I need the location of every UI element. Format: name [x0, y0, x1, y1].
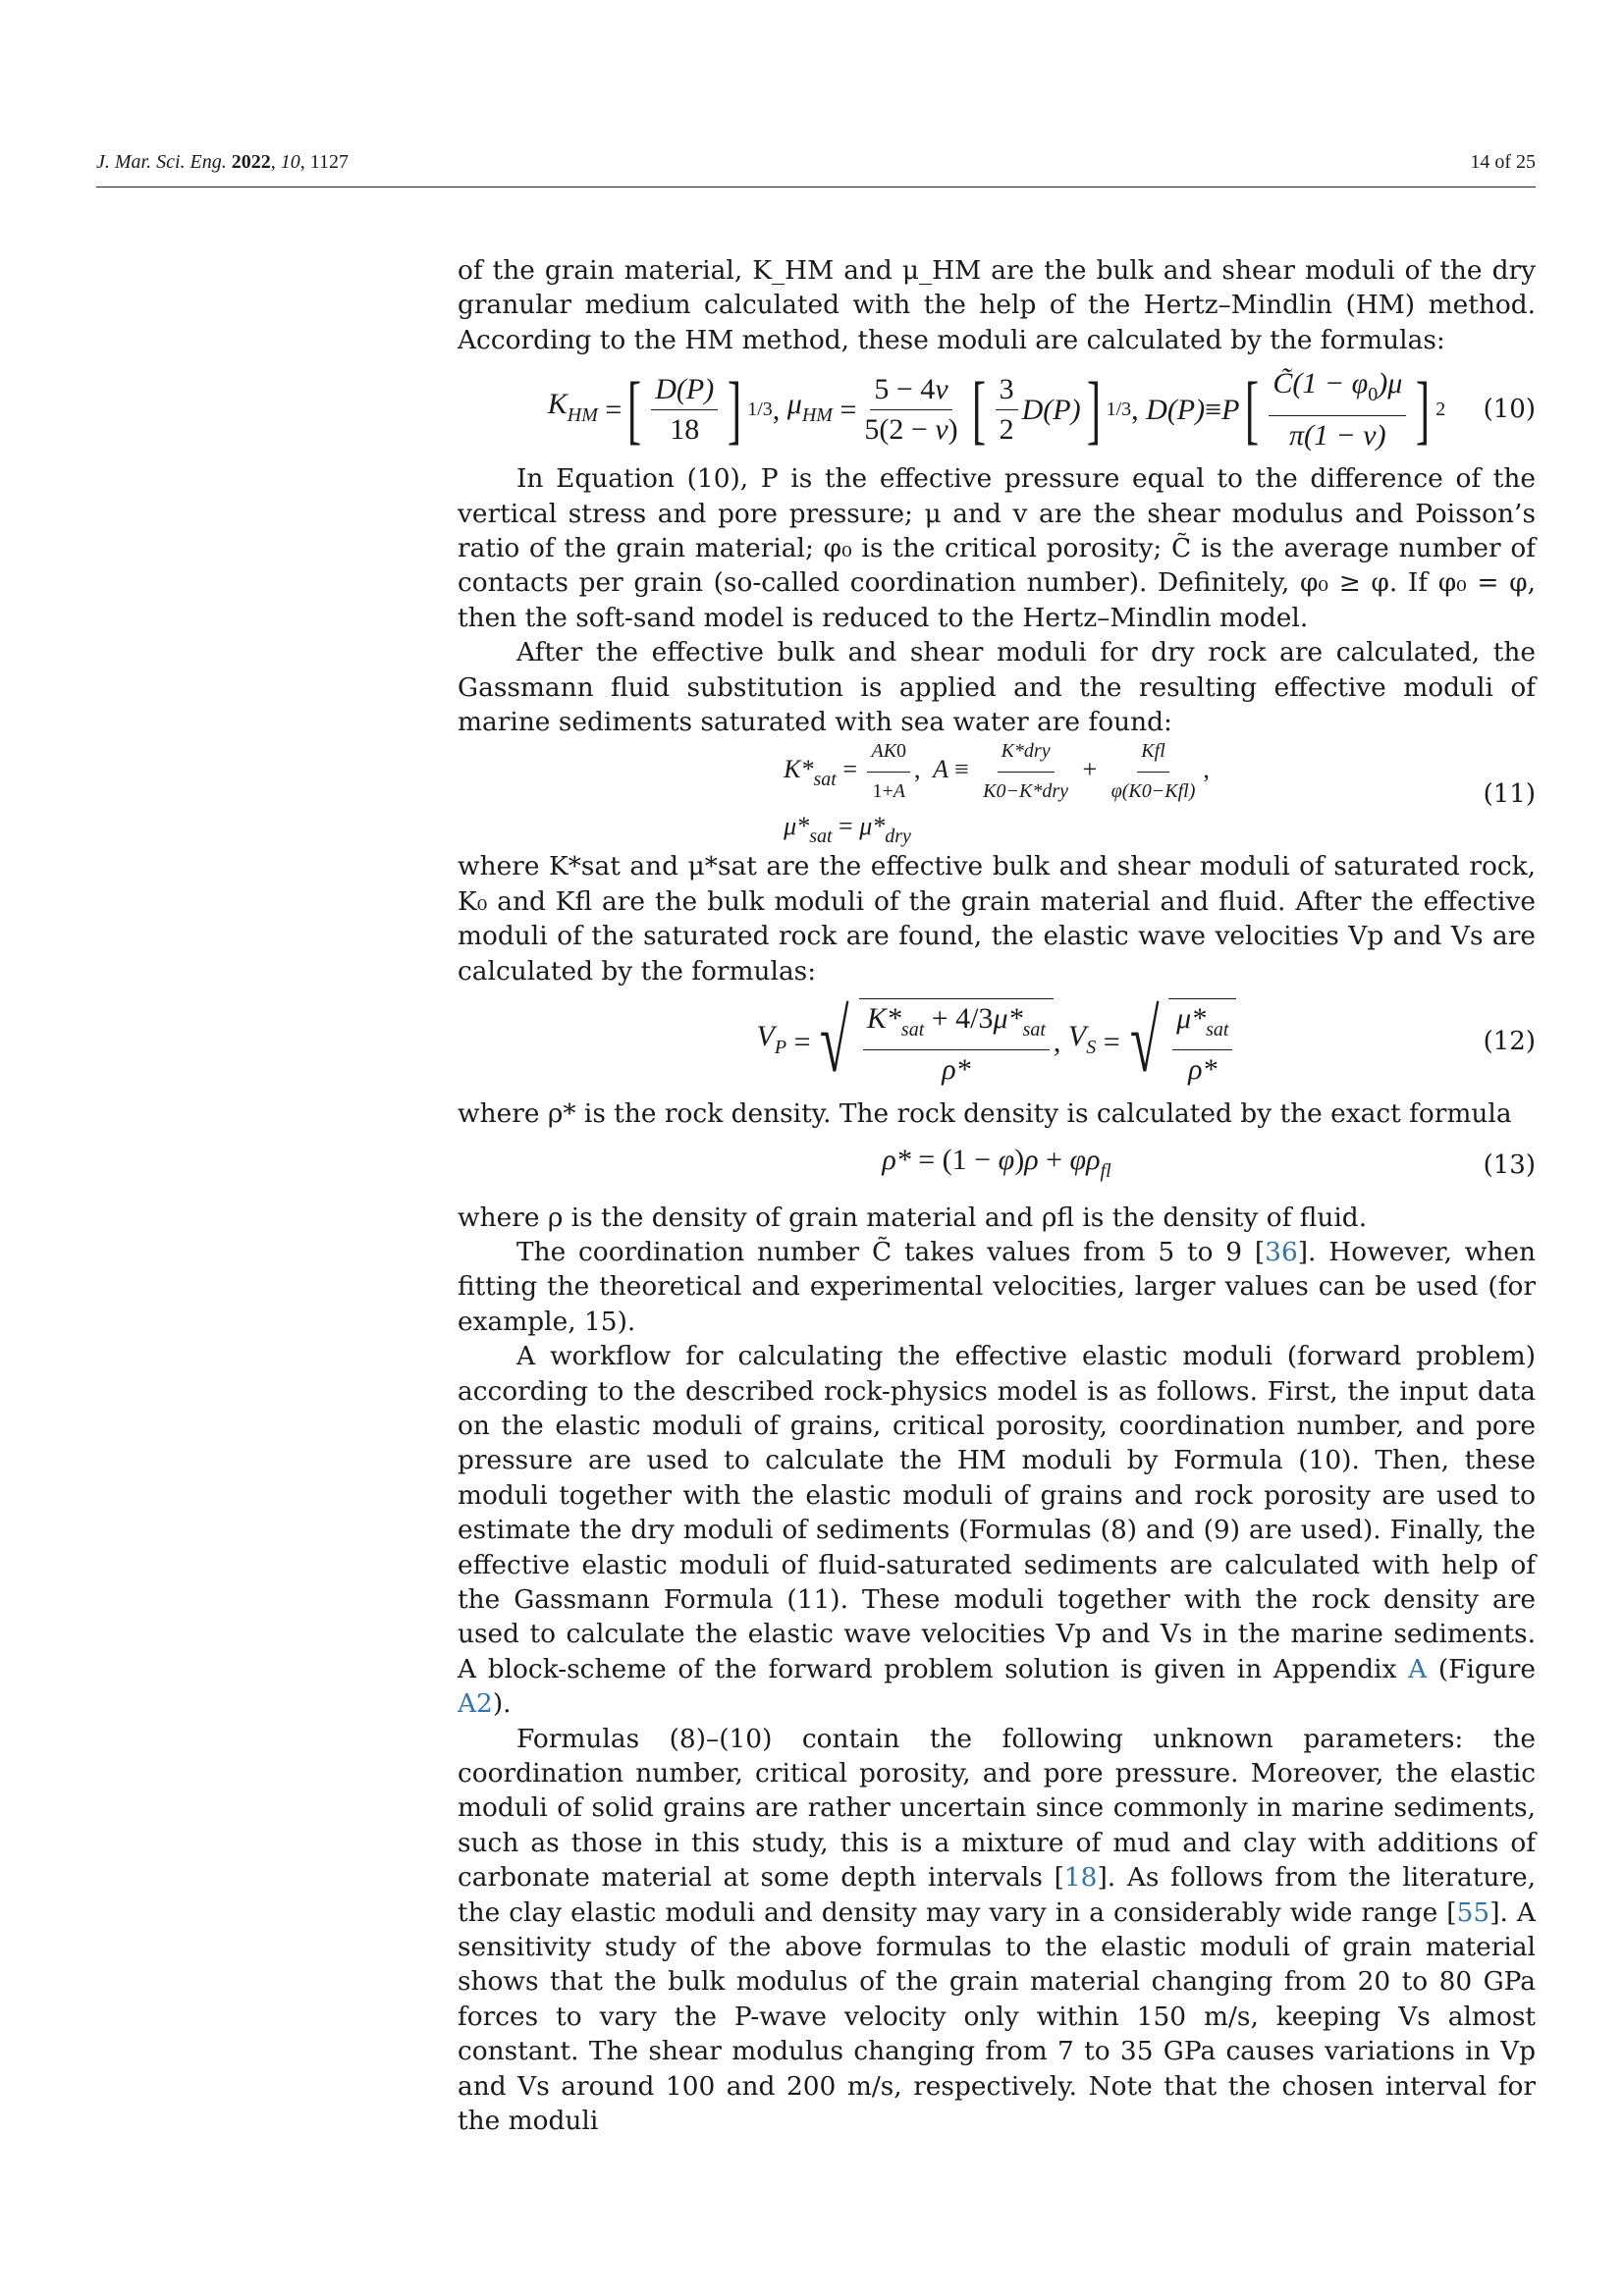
- journal-citation: J. Mar. Sci. Eng. 2022, 10, 1127: [96, 151, 350, 173]
- paragraph: A workflow for calculating the effective elastic moduli (forward problem) according to the described rock-physics model is as follows. First, the input data on the elastic moduli of grains, critical porosity, coordination number, and pore pressure are used to calculate the HM moduli by Formula (10). Then, these moduli together with the elastic moduli of grains and rock porosity are used to estimate the dry moduli of sediments (Formulas (8) and (9) are used). Finally, the effective elastic moduli of fluid-saturated sediments are calculated with help of the Gassmann Formula (11). These moduli together with the rock density are used to calculate the elastic wave velocities Vp and Vs in the marine sediments. A block-scheme of the forward problem solution is given in Appendix A (Figure A2).: [458, 1341, 1536, 1720]
- paragraph: In Equation (10), P is the effective pressure equal to the difference of the vertical stress and pore pressure; μ and v are the shear modulus and Poisson’s ratio of the grain material; φ₀ is the critical porosity; C̃ is the average number of contacts per grain (so-called coordination number). Definitely, φ₀ ≥ φ. If φ₀ = φ, then the soft-sand model is reduced to the Hertz–Mindlin model.: [458, 463, 1536, 633]
- paragraph: Formulas (8)–(10) contain the following unknown parameters: the coordination number, critical porosity, and pore pressure. Moreover, the elastic moduli of solid grains are rather uncertain since commonly in marine sediments, such as those in this study, this is a mixture of mud and clay with additions of carbonate material at some depth intervals [18]. As follows from the literature, the clay elastic moduli and density may vary in a considerably wide range [55]. A sensitivity study of the above formulas to the elastic moduli of grain material shows that the bulk modulus of the grain material changing from 20 to 80 GPa forces to vary the P-wave velocity only within 150 m/s, keeping Vs almost constant. The shear modulus changing from 7 to 35 GPa causes variations in Vp and Vs around 100 and 200 m/s, respectively. Note that the chosen interval for the moduli: [458, 1723, 1537, 2137]
- equation-13: $\rho* = (1 - \varphi)\rho + \varphi\rho_{fl}$ (13): [882, 1143, 1536, 1182]
- equation-11: $K*_{sat}$ = $\frac{AK0}{1+A}$ , A ≡ $\frac{\text{K*dry}}{\text{K0−K*dry}}$ + $\frac{\text{Kfl}}{\text{φ(K0−Kfl)}}$ , $\mu*_{sat} = \mu*_{dry}$ (11): [458, 739, 1536, 849]
- paragraph: After the effective bulk and shear moduli for dry rock are calculated, the Gassmann fluid substitution is applied and the resulting effective moduli of marine sediments saturated with sea water are found:: [458, 637, 1536, 738]
- paragraph: where K*sat and μ*sat are the effective bulk and shear moduli of saturated rock, K₀ and Kfl are the bulk moduli of the grain material and fluid. After the effective moduli of the saturated rock are found, the elastic wave velocities Vp and Vs are calculated by the formulas:: [458, 851, 1536, 987]
- equation-number: (13): [1483, 1149, 1536, 1180]
- paragraph: where ρ* is the rock density. The rock density is calculated by the exact formula: [458, 1098, 1512, 1130]
- paragraph: The coordination number C̃ takes values from 5 to 9 [36]. However, when fitting the theoretical and experimental velocities, larger values can be used (for example, 15).: [458, 1236, 1537, 1337]
- citation-link[interactable]: 36: [1265, 1236, 1298, 1267]
- appendix-link[interactable]: A: [1408, 1653, 1428, 1684]
- equation-number: (11): [1483, 778, 1536, 809]
- citation-link[interactable]: 55: [1456, 1896, 1490, 1928]
- paragraph: where ρ is the density of grain material and ρfl is the density of fluid.: [458, 1201, 1368, 1233]
- citation-link[interactable]: 18: [1063, 1862, 1098, 1894]
- equation-number: (10): [1483, 394, 1536, 424]
- paragraph: of the grain material, K_HM and μ_HM are the bulk and shear moduli of the dry granular medium calculated with the help of the Hertz–Mindlin (HM) method. According to the HM method, these moduli are calculated by the formulas:: [458, 255, 1536, 355]
- figure-link[interactable]: A2: [458, 1688, 493, 1720]
- equation-12: $V_P$ = √ $\frac{K*_{sat} + 4/3\mu*_{sat}}{\rho*}$ , $V_S$ = √ $\frac{\mu*_{sat}}{\rho*}$ (12): [756, 993, 1536, 1092]
- equation-10: $K_{HM}$ = [ $\frac{D(P)}{18}$ ] 1/3 , $\mu_{HM}$ = $\frac{5 - 4\nu}{5(2 - \nu)}$ [ $\frac{3}{2}$ D(P) ] 1/3 , D(P) ≡ P [ $\frac{C̃(1 - \varphi_0)\mu}{\pi(1 - \nu)}$ ] 2 (10): [547, 366, 1536, 453]
- equation-number: (12): [1483, 1027, 1536, 1057]
- article-body: [458, 253, 1536, 2138]
- page-number: 14 of 25: [1470, 151, 1536, 173]
- running-header: [96, 151, 1536, 181]
